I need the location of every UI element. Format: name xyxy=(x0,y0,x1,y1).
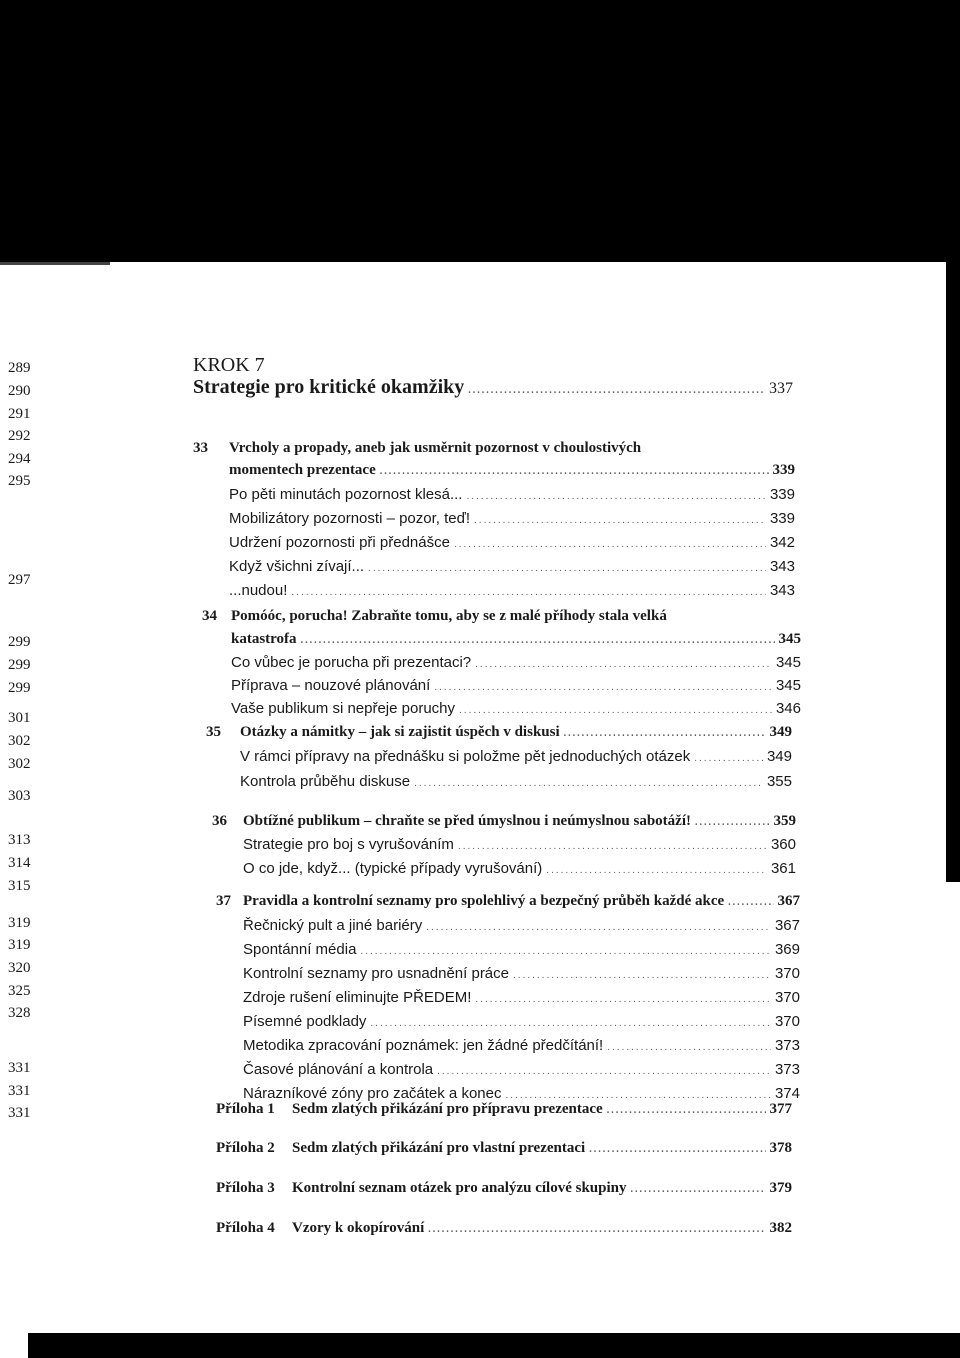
entry-page: 355 xyxy=(766,773,792,790)
entry-title: katastrofa xyxy=(231,631,297,647)
dot-leader xyxy=(291,587,766,598)
subsection-entry xyxy=(229,558,795,575)
entry-title: Strategie pro boj s vyrušováním xyxy=(243,836,454,853)
chapter-number: 37 xyxy=(216,893,231,909)
left-page-number: 331 xyxy=(8,1105,31,1121)
subsection-entry xyxy=(243,1061,800,1078)
left-page-number: 315 xyxy=(8,878,31,894)
dot-leader xyxy=(428,1224,765,1235)
entry-page: 370 xyxy=(774,989,800,1006)
dot-leader xyxy=(607,1105,766,1116)
dot-leader xyxy=(695,817,770,828)
entry-page: 373 xyxy=(774,1061,800,1078)
subsection-entry xyxy=(231,700,801,717)
entry-page: 349 xyxy=(769,724,792,740)
subsection-entry xyxy=(229,534,795,551)
dot-leader xyxy=(368,563,766,574)
entry-title: Řečnický pult a jiné bariéry xyxy=(243,917,423,934)
dot-leader xyxy=(468,385,765,396)
left-page-number: 325 xyxy=(8,983,31,999)
subsection-entry xyxy=(240,773,792,790)
entry-title: Kontrola průběhu diskuse xyxy=(240,773,411,790)
left-page-number: 313 xyxy=(8,832,31,848)
entry-page: 382 xyxy=(769,1220,792,1236)
appendix-entry xyxy=(292,1220,792,1237)
chapter-title-entry xyxy=(229,462,795,479)
subsection-entry xyxy=(231,654,801,671)
dot-leader xyxy=(426,922,771,933)
entry-title: Písemné podklady xyxy=(243,1013,367,1030)
entry-title: Příprava – nouzové plánování xyxy=(231,677,431,694)
entry-title: Co vůbec je porucha při prezentaci? xyxy=(231,654,472,671)
dot-leader xyxy=(458,841,767,852)
chapter-title-entry xyxy=(231,631,801,648)
entry-title: Mobilizátory pozornosti – pozor, teď! xyxy=(229,510,471,527)
dot-leader xyxy=(454,539,766,550)
entry-page: 369 xyxy=(774,941,800,958)
left-page-number: 291 xyxy=(8,406,31,422)
krok-heading: KROK 7 xyxy=(193,354,265,376)
left-page-number: 328 xyxy=(8,1005,31,1021)
left-page-number: 319 xyxy=(8,915,31,931)
left-page-number: 299 xyxy=(8,680,31,696)
dot-leader xyxy=(513,970,771,981)
chapter-title-line1: Pomóóc, porucha! Zabraňte tomu, aby se z malé příhody stala velká xyxy=(231,608,667,624)
entry-page: 374 xyxy=(774,1085,800,1102)
dot-leader xyxy=(301,635,775,646)
dot-leader xyxy=(414,778,763,789)
dot-leader xyxy=(630,1184,765,1195)
chapter-title-entry xyxy=(243,813,796,830)
entry-title: Když všichni zívají... xyxy=(229,558,365,575)
entry-page: 343 xyxy=(769,558,795,575)
entry-title: Časové plánování a kontrola xyxy=(243,1061,434,1078)
left-page-number: 290 xyxy=(8,383,31,399)
chapter-number: 34 xyxy=(202,608,217,624)
left-page-number: 319 xyxy=(8,937,31,953)
left-page-number: 320 xyxy=(8,960,31,976)
subsection-entry xyxy=(243,1037,800,1054)
entry-title: Spontánní média xyxy=(243,941,357,958)
entry-title: V rámci přípravy na přednášku si položme pět jednoduchých otázek xyxy=(240,748,691,765)
left-page-number: 331 xyxy=(8,1083,31,1099)
entry-title: Obtížné publikum – chraňte se před úmyslnou i neúmyslnou sabotáží! xyxy=(243,813,691,829)
chapter-title-entry xyxy=(240,724,792,741)
entry-page: 361 xyxy=(770,860,796,877)
entry-title: Vaše publikum si nepřeje poruchy xyxy=(231,700,456,717)
dot-leader xyxy=(475,659,772,670)
entry-title: Kontrolní seznamy pro usnadnění práce xyxy=(243,965,509,982)
subsection-entry xyxy=(243,1085,800,1102)
subsection-entry xyxy=(243,941,800,958)
scan-black-area-top xyxy=(0,0,960,262)
subsection-entry xyxy=(243,1013,800,1030)
entry-title: Pravidla a kontrolní seznamy pro spolehlivý a bezpečný průběh každé akce xyxy=(243,893,725,909)
chapter-title-entry xyxy=(243,893,800,910)
dot-leader xyxy=(694,753,763,764)
left-page-number: 289 xyxy=(8,360,31,376)
dot-leader xyxy=(466,491,766,502)
dot-leader xyxy=(370,1018,771,1029)
left-page-number: 299 xyxy=(8,657,31,673)
entry-title: momentech prezentace xyxy=(229,462,376,478)
dot-leader xyxy=(474,515,766,526)
entry-page: 367 xyxy=(774,917,800,934)
scan-black-area-right xyxy=(946,262,960,882)
left-page-number: 301 xyxy=(8,710,31,726)
subsection-entry xyxy=(229,510,795,527)
entry-page: 339 xyxy=(772,462,795,478)
left-page-number: 302 xyxy=(8,756,31,772)
entry-title: Po pěti minutách pozornost klesá... xyxy=(229,486,463,503)
dot-leader xyxy=(380,466,769,477)
dot-leader xyxy=(475,994,771,1005)
left-page-number: 294 xyxy=(8,451,31,467)
entry-page: 360 xyxy=(770,836,796,853)
subsection-entry xyxy=(243,860,796,877)
dot-leader xyxy=(589,1144,765,1155)
appendix-entry xyxy=(292,1101,792,1118)
entry-page: 345 xyxy=(778,631,801,647)
scan-black-bar-bottom xyxy=(28,1333,960,1358)
entry-page: 342 xyxy=(769,534,795,551)
appendix-label: Příloha 4 xyxy=(216,1220,275,1236)
entry-page: 349 xyxy=(766,748,792,765)
subsection-entry xyxy=(231,677,801,694)
entry-page: 359 xyxy=(773,813,796,829)
entry-page: 373 xyxy=(774,1037,800,1054)
subsection-entry xyxy=(243,917,800,934)
entry-page: 367 xyxy=(777,893,800,909)
appendix-entry xyxy=(292,1180,792,1197)
strategy-page: 337 xyxy=(769,380,793,397)
strategy-title: Strategie pro kritické okamžiky xyxy=(193,376,465,398)
entry-page: 339 xyxy=(769,486,795,503)
dot-leader xyxy=(564,728,766,739)
subsection-entry xyxy=(243,836,796,853)
appendix-label: Příloha 3 xyxy=(216,1180,275,1196)
subsection-entry xyxy=(243,965,800,982)
entry-title: Sedm zlatých přikázání pro přípravu prezentace xyxy=(292,1101,603,1117)
entry-page: 343 xyxy=(769,582,795,599)
dot-leader xyxy=(728,897,773,908)
entry-title: Sedm zlatých přikázání pro vlastní prezentaci xyxy=(292,1140,586,1156)
entry-title: Nárazníkové zóny pro začátek a konec xyxy=(243,1085,502,1102)
entry-title: ...nudou! xyxy=(229,582,288,599)
entry-page: 370 xyxy=(774,965,800,982)
entry-page: 345 xyxy=(775,677,801,694)
dot-leader xyxy=(434,682,772,693)
entry-page: 345 xyxy=(775,654,801,671)
appendix-label: Příloha 1 xyxy=(216,1101,275,1117)
subsection-entry xyxy=(229,486,795,503)
chapter-number: 33 xyxy=(193,440,208,456)
entry-title: Udržení pozornosti při přednášce xyxy=(229,534,450,551)
entry-page: 377 xyxy=(769,1101,792,1117)
left-page-number: 331 xyxy=(8,1060,31,1076)
entry-title: Otázky a námitky – jak si zajistit úspěch v diskusi xyxy=(240,724,560,740)
dot-leader xyxy=(459,705,772,716)
left-page-number: 292 xyxy=(8,428,31,444)
scan-artifact-line xyxy=(0,262,110,265)
left-page-number: 297 xyxy=(8,572,31,588)
entry-title: Metodika zpracování poznámek: jen žádné předčítání! xyxy=(243,1037,604,1054)
entry-page: 339 xyxy=(769,510,795,527)
subsection-entry xyxy=(240,748,792,765)
entry-page: 370 xyxy=(774,1013,800,1030)
left-page-number: 299 xyxy=(8,634,31,650)
chapter-number: 36 xyxy=(212,813,227,829)
strategy-title-entry xyxy=(193,376,793,399)
entry-page: 379 xyxy=(769,1180,792,1196)
entry-page: 378 xyxy=(769,1140,792,1156)
dot-leader xyxy=(607,1042,771,1053)
appendix-label: Příloha 2 xyxy=(216,1140,275,1156)
entry-title: Zdroje rušení eliminujte PŘEDEM! xyxy=(243,989,472,1006)
left-page-number: 314 xyxy=(8,855,31,871)
subsection-entry xyxy=(229,582,795,599)
appendix-entry xyxy=(292,1140,792,1157)
dot-leader xyxy=(546,865,767,876)
chapter-title-line1: Vrcholy a propady, aneb jak usměrnit pozornost v choulostivých xyxy=(229,440,642,456)
entry-title: Kontrolní seznam otázek pro analýzu cílové skupiny xyxy=(292,1180,627,1196)
chapter-number: 35 xyxy=(206,724,221,740)
subsection-entry xyxy=(243,989,800,1006)
dot-leader xyxy=(505,1090,770,1101)
left-page-number: 303 xyxy=(8,788,31,804)
dot-leader xyxy=(437,1066,771,1077)
entry-title: O co jde, když... (typické případy vyrušování) xyxy=(243,860,543,877)
dot-leader xyxy=(360,946,771,957)
entry-title: Vzory k okopírování xyxy=(292,1220,425,1236)
left-page-number: 295 xyxy=(8,473,31,489)
left-page-number: 302 xyxy=(8,733,31,749)
entry-page: 346 xyxy=(775,700,801,717)
